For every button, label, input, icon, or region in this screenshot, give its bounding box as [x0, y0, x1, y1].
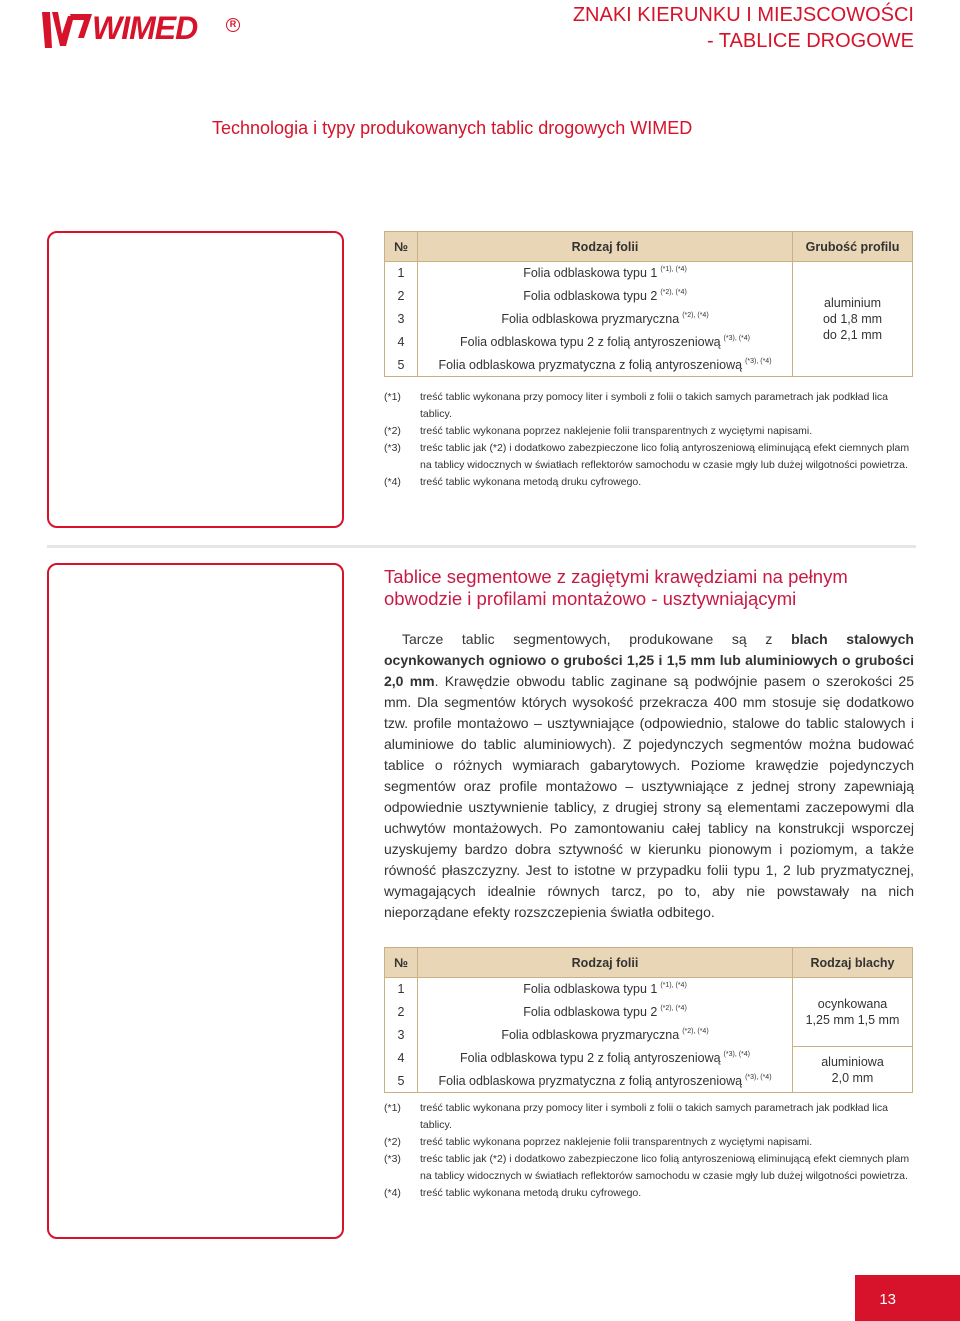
- row-folia: Folia odblaskowa typu 2 $^{(*2), (*4)}$: [418, 285, 793, 308]
- footnote: [384, 474, 916, 491]
- profil-line-3: do 2,1 mm: [822, 328, 883, 342]
- table-header-row: [385, 948, 913, 978]
- section-title: Tablice segmentowe z zagiętymi krawędziami na pełnym obwodzie i profilami montażowo - usztywniającymi: [384, 566, 848, 609]
- row-folia: Folia odblaskowa pryzmatyczna z folią antyroszeniową $^{(*3), (*4)}$: [418, 354, 793, 377]
- folia-profile-table: [384, 231, 913, 377]
- footnote-mark: (*4): [384, 1187, 401, 1199]
- footnote: [384, 440, 916, 474]
- footnote-text: treśc tablic jak (*2) i dodatkowo zabezpieczone lico folią antyroszeniową eliminującą efekt ciemnych plam na tablicy widocznych w światłach reflektorów samochodu w czasie mgły lub dużej wilgotności powietrza.: [420, 1153, 910, 1182]
- row-num: 3: [385, 308, 418, 331]
- row-num: 5: [385, 354, 418, 377]
- row-folia: Folia odblaskowa typu 2 $^{(*2), (*4)}$: [418, 1001, 793, 1024]
- blacha-1-line-1: ocynkowana: [817, 997, 888, 1011]
- header-title-line-1: ZNAKI KIERUNKU I MIEJSCOWOŚCI: [572, 4, 914, 26]
- table-header-row: [385, 232, 913, 262]
- row-num: 1: [385, 978, 418, 1001]
- footnote-mark: (*4): [384, 476, 401, 488]
- footnote: [384, 423, 916, 440]
- row-num: 1: [385, 262, 418, 285]
- row-num: 4: [385, 1047, 418, 1070]
- footnotes-1: [384, 389, 916, 491]
- row-folia: Folia odblaskowa pryzmatyczna z folią antyroszeniową $^{(*3), (*4)}$: [418, 1070, 793, 1093]
- blacha-2-line-1: aluminiowa: [821, 1054, 884, 1069]
- table-row: [385, 978, 913, 1001]
- blacha-cell-1: [793, 978, 913, 1047]
- profil-line-2: od 1,8 mm: [822, 312, 883, 326]
- blacha-cell-2: [793, 1047, 913, 1093]
- page-number: 13: [855, 1275, 960, 1321]
- footnote-mark: (*3): [384, 1153, 401, 1165]
- header-blacha: Rodzaj blachy: [793, 948, 913, 978]
- table-row: [385, 1047, 913, 1070]
- wimed-logo: [40, 8, 237, 50]
- footnote-mark: (*3): [384, 442, 401, 454]
- row-folia: Folia odblaskowa typu 2 z folią antyroszeniową $^{(*3), (*4)}$: [418, 331, 793, 354]
- row-num: 4: [385, 331, 418, 354]
- footnotes-2: [384, 1100, 916, 1202]
- header-title-line-2: - TABLICE DROGOWE: [706, 30, 914, 52]
- footnote-text: treśc tablic jak (*2) i dodatkowo zabezpieczone lico folią antyroszeniową eliminującą efekt ciemnych plam na tablicy widocznych w światłach reflektorów samochodu w czasie mgły lub dużej wilgotności powietrza.: [420, 442, 910, 471]
- row-folia: Folia odblaskowa pryzmaryczna $^{(*2), (*4)}$: [418, 308, 793, 331]
- header-profil: Grubość profilu: [793, 232, 913, 262]
- footnote-text: treść tablic wykonana metodą druku cyfrowego.: [420, 1187, 642, 1199]
- section-body-text: Tarcze tablic segmentowych, produkowane są z blach stalowych ocynkowanych ogniowo o grubości 1,25 i 1,5 mm lub aluminiowych o grubości 2,0 mm. Krawędzie obwodu tablic zaginane są podwójnie pasem o szerokości 25 mm. Dla segmentów których wysokość przekracza 400 mm stosuje się dodatkowo tzw. profile montażowo – usztywniające (odpowiednio, stalowe do tablic stalowych i aluminiowe do tablic aluminiowych). Z pojedynczych segmentów można budować tablice o różnych wymiarach gabarytowych. Poziome krawędzie pojedynczych segmentów oraz profile montażowo – usztywniające z jednej strony zapewniają odpowiednie usztywnienie tablicy, z drugiej strony są elementami zaczepowymi dla uchwytów montażowych. Po zamontowaniu całej tablicy na konstrukcji wsporczej uzyskujemy bardzo dobra sztywność w kierunku pionowym i poziomym, a także równość płaszczyzny. Jest to istotne w przypadku folii typu 1, 2 lub pryzmatycznej, wymagających idealnie równych tarcz, po to, aby nie powstawały na nich nieporządane efekty rozszczepienia światła odbitego.: [384, 631, 915, 920]
- logo-text: WIMED: [92, 10, 198, 46]
- footnote-text: treść tablic wykonana poprzez naklejenie folii transparentnych z wyciętymi napisami.: [420, 425, 813, 437]
- folia-blacha-table: [384, 947, 913, 1093]
- footnote: [384, 1134, 916, 1151]
- product-image-placeholder-2: [47, 563, 344, 1239]
- row-num: 2: [385, 1001, 418, 1024]
- footnote: [384, 1151, 916, 1185]
- header-num: №: [385, 948, 418, 978]
- logo-mark-icon: [40, 8, 92, 50]
- footnote: [384, 389, 916, 423]
- row-folia: Folia odblaskowa typu 1 $^{(*1), (*4)}$: [418, 262, 793, 285]
- row-folia: Folia odblaskowa pryzmaryczna $^{(*2), (*4)}$: [418, 1024, 793, 1047]
- row-num: 2: [385, 285, 418, 308]
- header-num: №: [385, 232, 418, 262]
- footnote-text: treść tablic wykonana poprzez naklejenie folii transparentnych z wyciętymi napisami.: [420, 1136, 813, 1148]
- row-folia: Folia odblaskowa typu 1 $^{(*1), (*4)}$: [418, 978, 793, 1001]
- registered-icon: R: [226, 18, 240, 32]
- footnote-text: treść tablic wykonana metodą druku cyfrowego.: [420, 476, 642, 488]
- profil-cell: [793, 262, 913, 377]
- footnote-text: treść tablic wykonana przy pomocy liter i symboli z folii o takich samych parametrach jak podkład lica tablicy.: [420, 391, 889, 420]
- table-row: [385, 262, 913, 285]
- row-num: 3: [385, 1024, 418, 1047]
- page-title: Technologia i typy produkowanych tablic drogowych WIMED: [212, 118, 693, 138]
- footnote: [384, 1185, 916, 1202]
- footnote-mark: (*2): [384, 1136, 401, 1148]
- header-folia: Rodzaj folii: [418, 948, 793, 978]
- row-num: 5: [385, 1070, 418, 1093]
- section-divider: [47, 545, 916, 548]
- row-folia: Folia odblaskowa typu 2 z folią antyroszeniową $^{(*3), (*4)}$: [418, 1047, 793, 1070]
- header-folia: Rodzaj folii: [418, 232, 793, 262]
- product-image-placeholder-1: [47, 231, 344, 528]
- blacha-1-line-2: 1,25 mm 1,5 mm: [805, 1013, 900, 1027]
- footnote-mark: (*1): [384, 391, 401, 403]
- profil-line-1: aluminium: [824, 296, 881, 310]
- footnote-mark: (*2): [384, 425, 401, 437]
- header-title: [573, 2, 914, 54]
- footnote-mark: (*1): [384, 1102, 401, 1114]
- footnote: [384, 1100, 916, 1134]
- footnote-text: treść tablic wykonana przy pomocy liter i symboli z folii o takich samych parametrach jak podkład lica tablicy.: [420, 1102, 889, 1131]
- blacha-2-line-2: 2,0 mm: [831, 1070, 874, 1085]
